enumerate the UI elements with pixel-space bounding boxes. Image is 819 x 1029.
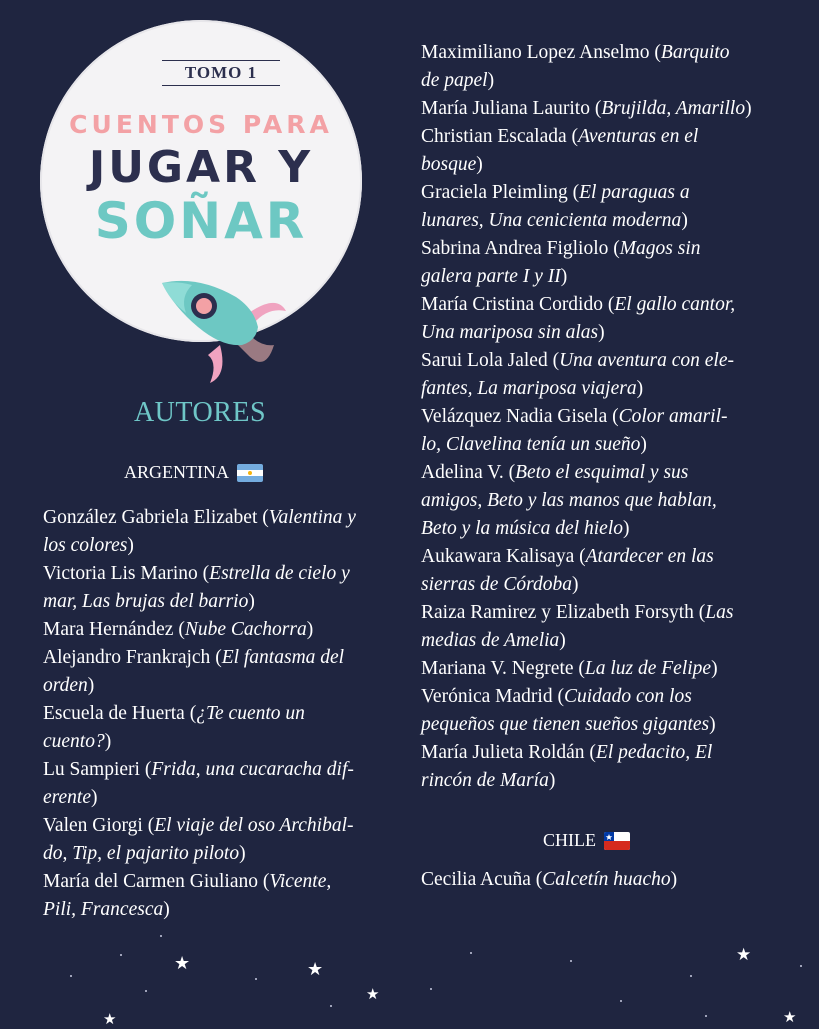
title-line-1: CUENTOS PARA	[69, 110, 333, 139]
author-name: María Julieta Roldán	[421, 742, 585, 763]
chile-flag-icon	[604, 832, 630, 850]
author-name: Velázquez Nadia Gisela	[421, 406, 608, 427]
star-icon: ★	[366, 987, 380, 1003]
author-name: Lu Sampieri	[43, 759, 140, 780]
story-title: Las	[705, 602, 734, 623]
story-title: fantes, La mariposa viajera	[421, 378, 637, 399]
volume-label: TOMO 1	[162, 60, 280, 86]
star-dot	[330, 1005, 332, 1007]
story-title: mar, Las brujas del barrio	[43, 591, 249, 612]
author-name: Valen Giorgi	[43, 815, 143, 836]
author-name: María Cristina Cordido	[421, 294, 603, 315]
story-title: Pili, Francesca	[43, 899, 164, 920]
author-entry: Cecilia Acuña (Calcetín huacho)	[421, 869, 678, 890]
rocket-icon	[158, 275, 288, 385]
story-title: Atardecer en las	[585, 546, 714, 567]
author-entry: Victoria Lis Marino (Estrella de cielo y mar, Las brujas del barrio)	[43, 563, 350, 612]
author-entry: Escuela de Huerta (¿Te cuento un cuento?)	[43, 703, 305, 752]
story-title: Beto el esquimal y sus	[515, 462, 689, 483]
author-list-right	[421, 39, 776, 795]
story-title: Una aventura con ele-	[559, 350, 734, 371]
author-entry: Raiza Ramirez y Elizabeth Forsyth (Las medias de Amelia)	[421, 602, 734, 651]
title-line-2: JUGAR Y	[88, 142, 314, 193]
author-name: María del Carmen Giuliano	[43, 871, 258, 892]
author-entry: Graciela Pleimling (El paraguas a lunares, Una cenicienta moderna)	[421, 182, 690, 231]
author-name: Escuela de Huerta	[43, 703, 185, 724]
story-title: Cuidado con los	[563, 686, 692, 707]
author-entry: Christian Escalada (Aventuras en el bosque)	[421, 126, 699, 175]
author-entry: Maximiliano Lopez Anselmo (Barquito de papel)	[421, 42, 730, 91]
author-entry: Mariana V. Negrete (La luz de Felipe)	[421, 658, 718, 679]
country-name: CHILE	[543, 830, 596, 850]
story-title: erente	[43, 787, 91, 808]
author-entry: Valen Giorgi (El viaje del oso Archibal- do, Tip, el pajarito piloto)	[43, 815, 354, 864]
star-icon: ★	[307, 959, 324, 979]
story-title: rincón de María	[421, 770, 549, 791]
author-name: Graciela Pleimling	[421, 182, 568, 203]
star-dot	[145, 990, 147, 992]
star-dot	[705, 1015, 707, 1017]
star-icon: ★	[103, 1012, 117, 1028]
story-title: orden	[43, 675, 88, 696]
story-title: El paraguas a	[579, 182, 690, 203]
author-entry: María Juliana Laurito (Brujilda, Amarillo)	[421, 98, 752, 119]
star-dot	[800, 965, 802, 967]
story-title: La luz de Felipe	[584, 658, 712, 679]
author-list-chile	[421, 866, 776, 894]
author-entry: Sarui Lola Jaled (Una aventura con ele- fantes, La mariposa viajera)	[421, 350, 734, 399]
story-title: de papel	[421, 70, 488, 91]
author-entry: Adelina V. (Beto el esquimal y sus amigos, Beto y las manos que hablan, Beto y la música del hielo)	[421, 462, 717, 539]
story-title: Valentina y	[268, 507, 356, 528]
star-dot	[255, 978, 257, 980]
author-entry: María Cristina Cordido (El gallo cantor, Una mariposa sin alas)	[421, 294, 736, 343]
author-entry: González Gabriela Elizabet (Valentina y los colores)	[43, 507, 356, 556]
story-title: lo, Clavelina tenía un sueño	[421, 434, 641, 455]
story-title: Brujilda, Amarillo	[601, 98, 746, 119]
story-title: El fantasma del	[221, 647, 345, 668]
story-title: medias de Amelia	[421, 630, 560, 651]
story-title: Barquito	[660, 42, 730, 63]
star-icon: ★	[783, 1010, 797, 1026]
author-name: Verónica Madrid	[421, 686, 553, 707]
author-entry: María Julieta Roldán (El pedacito, El rincón de María)	[421, 742, 713, 791]
story-title: cuento?	[43, 731, 105, 752]
author-entry: María del Carmen Giuliano (Vicente, Pili, Francesca)	[43, 871, 332, 920]
story-title: El gallo cantor,	[614, 294, 736, 315]
author-name: Alejandro Frankrajch	[43, 647, 211, 668]
star-dot	[620, 1000, 622, 1002]
author-name: Cecilia Acuña	[421, 869, 531, 890]
author-name: Christian Escalada	[421, 126, 567, 147]
author-list-left	[43, 504, 393, 924]
story-title: lunares, Una cenicienta moderna	[421, 210, 682, 231]
star-dot	[570, 960, 572, 962]
story-title: El pedacito, El	[595, 742, 713, 763]
story-title: Estrella de cielo y	[209, 563, 350, 584]
story-title: Beto y la música del hielo	[421, 518, 623, 539]
section-title: AUTORES	[133, 397, 267, 428]
author-entry: Lu Sampieri (Frida, una cucaracha dif- erente)	[43, 759, 354, 808]
story-title: Nube Cachorra	[184, 619, 307, 640]
story-title: Una mariposa sin alas	[421, 322, 599, 343]
story-title: ¿Te cuento un	[196, 703, 305, 724]
story-title: los colores	[43, 535, 128, 556]
country-heading-chile	[543, 830, 630, 851]
story-title: Calcetín huacho	[542, 869, 671, 890]
story-title: amigos, Beto y las manos que hablan,	[421, 490, 717, 511]
story-title: pequeños que tienen sueños gigantes	[421, 714, 710, 735]
story-title: do, Tip, el pajarito piloto	[43, 843, 240, 864]
author-name: González Gabriela Elizabet	[43, 507, 258, 528]
author-name: Adelina V.	[421, 462, 504, 483]
author-name: Maximiliano Lopez Anselmo	[421, 42, 650, 63]
story-title: Aventuras en el	[578, 126, 699, 147]
author-name: Mariana V. Negrete	[421, 658, 574, 679]
country-heading-argentina	[124, 462, 263, 483]
argentina-flag-icon	[237, 464, 263, 482]
star-dot	[160, 935, 162, 937]
author-name: Aukawara Kalisaya	[421, 546, 575, 567]
star-dot	[470, 952, 472, 954]
author-entry: Mara Hernández (Nube Cachorra)	[43, 619, 314, 640]
author-entry: Sabrina Andrea Figliolo (Magos sin galera parte I y II)	[421, 238, 701, 287]
story-title: Vicente,	[269, 871, 332, 892]
story-title: Magos sin	[619, 238, 701, 259]
star-dot	[690, 975, 692, 977]
author-name: María Juliana Laurito	[421, 98, 590, 119]
author-name: Mara Hernández	[43, 619, 174, 640]
author-name: Sarui Lola Jaled	[421, 350, 548, 371]
story-title: El viaje del oso Archibal-	[154, 815, 354, 836]
story-title: Color amaril-	[618, 406, 728, 427]
country-name: ARGENTINA	[124, 462, 229, 482]
author-name: Raiza Ramirez y Elizabeth Forsyth	[421, 602, 694, 623]
star-dot	[120, 954, 122, 956]
story-title: galera parte I y II	[421, 266, 561, 287]
star-dot	[70, 975, 72, 977]
author-entry: Velázquez Nadia Gisela (Color amaril- lo, Clavelina tenía un sueño)	[421, 406, 728, 455]
author-name: Victoria Lis Marino	[43, 563, 198, 584]
story-title: sierras de Córdoba	[421, 574, 572, 595]
title-line-3: SOÑAR	[94, 192, 308, 250]
author-entry: Alejandro Frankrajch (El fantasma del orden)	[43, 647, 345, 696]
star-dot	[430, 988, 432, 990]
author-name: Sabrina Andrea Figliolo	[421, 238, 609, 259]
story-title: Frida, una cucaracha dif-	[151, 759, 354, 780]
author-entry: Aukawara Kalisaya (Atardecer en las sierras de Córdoba)	[421, 546, 714, 595]
star-icon: ★	[174, 953, 191, 973]
story-title: bosque	[421, 154, 477, 175]
author-entry: Verónica Madrid (Cuidado con los pequeños que tienen sueños gigantes)	[421, 686, 716, 735]
star-icon: ★	[736, 945, 752, 964]
